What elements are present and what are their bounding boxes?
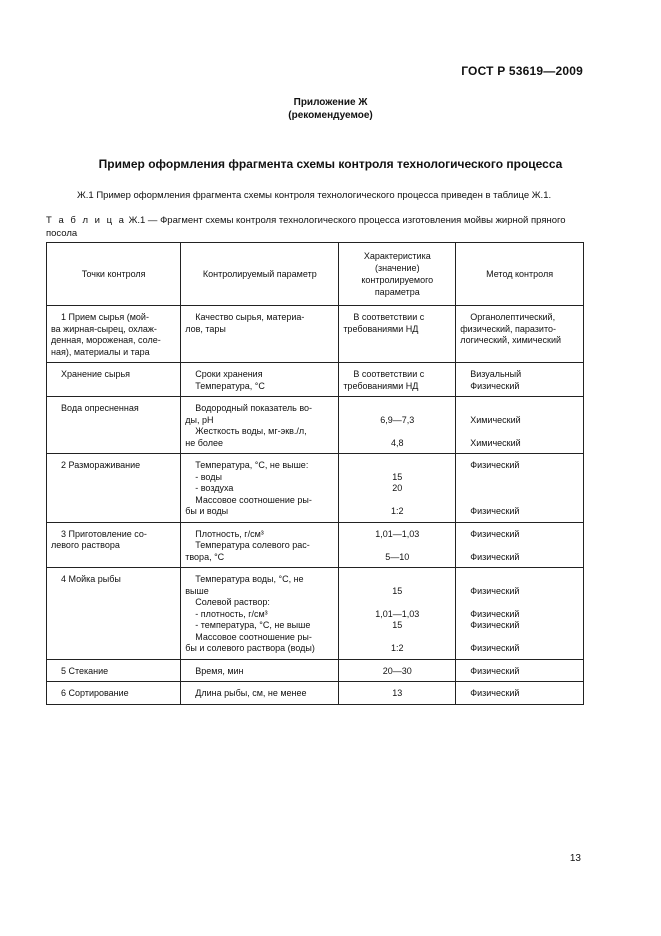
cell-parameter: Температура, °С, не выше: - воды - воздуха Массовое соотношение ры- бы и воды — [181, 454, 339, 523]
cell-method: Химический Химический — [456, 397, 584, 454]
cell-parameter: Время, мин — [181, 659, 339, 682]
cell-value: 1,01—1,03 5—10 — [339, 522, 456, 568]
table-row — [47, 363, 584, 397]
header-control-method: Метод контроля — [456, 243, 584, 306]
appendix-label: Приложение Ж — [293, 97, 368, 108]
cell-control-point: 3 Приготовление со- левого раствора — [47, 522, 181, 568]
table-row — [47, 568, 584, 660]
cell-control-point: 4 Мойка рыбы — [47, 568, 181, 660]
cell-control-point: 2 Размораживание — [47, 454, 181, 523]
table-row — [47, 682, 584, 705]
cell-value: 15 20 1:2 — [339, 454, 456, 523]
table-caption-lead: Т а б л и ц а — [46, 215, 126, 226]
control-scheme-table — [46, 242, 584, 705]
cell-parameter: Водородный показатель во- ды, pH Жесткость воды, мг-экв./л, не более — [181, 397, 339, 454]
cell-parameter: Плотность, г/см³ Температура солевого рас- твора, °С — [181, 522, 339, 568]
cell-value: 13 — [339, 682, 456, 705]
header-parameter-value: Характеристика (значение) контролируемого параметра — [339, 243, 456, 306]
table-row — [47, 306, 584, 363]
table-header-row — [47, 243, 584, 306]
table-caption — [46, 214, 584, 240]
cell-method: Физический Физический — [456, 522, 584, 568]
cell-value: 15 1,01—1,03 15 1:2 — [339, 568, 456, 660]
table-row — [47, 522, 584, 568]
cell-method: Физический — [456, 659, 584, 682]
table-caption-text: Ж.1 — Фрагмент схемы контроля технологического процесса изготовления мойвы жирной пряного посола — [46, 215, 566, 239]
appendix-status: (рекомендуемое) — [288, 110, 373, 121]
standard-number: ГОСТ Р 53619—2009 — [461, 64, 583, 78]
cell-method: Органолептический, физический, паразито- логический, химический — [456, 306, 584, 363]
cell-value: В соответствии с требованиями НД — [339, 306, 456, 363]
header-controlled-parameter: Контролируемый параметр — [181, 243, 339, 306]
cell-value: 6,9—7,3 4,8 — [339, 397, 456, 454]
cell-control-point: Хранение сырья — [47, 363, 181, 397]
cell-method: Визуальный Физический — [456, 363, 584, 397]
cell-value: В соответствии с требованиями НД — [339, 363, 456, 397]
cell-parameter: Температура воды, °С, не выше Солевой раствор: - плотность, г/см³ - температура, °С, не выше Массовое соотношение ры- бы и солевого раствора (воды) — [181, 568, 339, 660]
cell-method: Физический — [456, 682, 584, 705]
header-control-points: Точки контроля — [47, 243, 181, 306]
table-row — [47, 397, 584, 454]
cell-method: Физический Физический — [456, 454, 584, 523]
cell-control-point: 5 Стекание — [47, 659, 181, 682]
document-title: Пример оформления фрагмента схемы контроля технологического процесса — [98, 157, 563, 171]
intro-paragraph: Ж.1 Пример оформления фрагмента схемы контроля технологического процесса приведен в таблице Ж.1. — [77, 190, 552, 201]
cell-parameter: Длина рыбы, см, не менее — [181, 682, 339, 705]
cell-method: Физический Физический Физический Физический — [456, 568, 584, 660]
page-number: 13 — [569, 853, 581, 864]
cell-control-point: 1 Прием сырья (мой- ва жирная-сырец, охлаж- денная, мороженая, соле- ная), материалы и тара — [47, 306, 181, 363]
cell-value: 20—30 — [339, 659, 456, 682]
cell-control-point: Вода опресненная — [47, 397, 181, 454]
cell-parameter: Сроки хранения Температура, °С — [181, 363, 339, 397]
cell-control-point: 6 Сортирование — [47, 682, 181, 705]
cell-parameter: Качество сырья, материа- лов, тары — [181, 306, 339, 363]
table-row — [47, 659, 584, 682]
table-row — [47, 454, 584, 523]
